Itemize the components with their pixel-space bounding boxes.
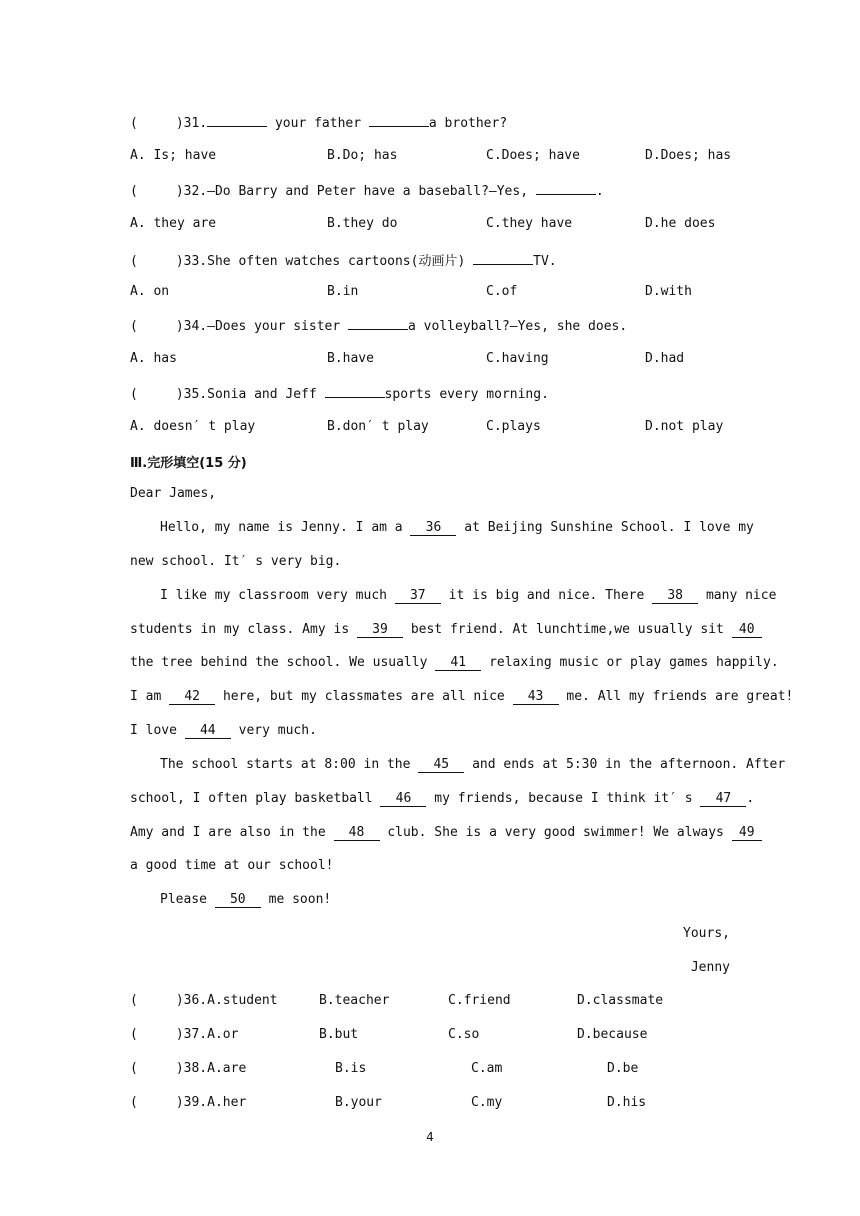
letter-line: Please 50 me soon!: [160, 892, 332, 907]
option-d: D.his: [607, 1095, 647, 1110]
option-c: C.of: [486, 284, 518, 299]
answer-blank: [536, 182, 596, 195]
answer-blank: [348, 317, 408, 330]
cloze-question-38: ( )38.A.are: [130, 1061, 247, 1076]
option-b: B.is: [335, 1061, 367, 1076]
section-title: Ⅲ.完形填空(15 分): [130, 456, 247, 471]
blank-37: 37: [395, 589, 441, 604]
blank-50: 50: [215, 893, 261, 908]
option-c: C.so: [448, 1027, 480, 1042]
question-35: ( )35.Sonia and Jeff sports every morning.: [130, 387, 549, 402]
blank-48: 48: [334, 826, 380, 841]
option-d: D.because: [577, 1027, 648, 1042]
option-c: C.they have: [486, 216, 573, 231]
option-b: B.your: [335, 1095, 382, 1110]
answer-blank: [207, 114, 267, 127]
option-c: C.friend: [448, 993, 511, 1008]
letter-line: a good time at our school!: [130, 858, 334, 873]
letter-greeting: Dear James,: [130, 486, 217, 501]
letter-line: The school starts at 8:00 in the 45 and ends at 5:30 in the afternoon. After: [160, 757, 786, 772]
blank-47: 47: [700, 792, 746, 807]
cloze-question-36: ( )36.A.student: [130, 993, 278, 1008]
letter-line: I love 44 very much.: [130, 723, 317, 738]
option-a: A. on: [130, 284, 170, 299]
option-a: A. Is; have: [130, 148, 217, 163]
blank-40: 40: [732, 623, 762, 638]
question-33: ( )33.She often watches cartoons(动画片) TV.: [130, 254, 557, 269]
question-34: ( )34.—Does your sister a volleyball?—Yes, she does.: [130, 319, 628, 334]
option-c: C.my: [471, 1095, 503, 1110]
letter-line: the tree behind the school. We usually 41 relaxing music or play games happily.: [130, 655, 779, 670]
question-32: ( )32.—Do Barry and Peter have a baseball?—Yes, .: [130, 184, 604, 199]
blank-46: 46: [380, 792, 426, 807]
option-b: B.in: [327, 284, 359, 299]
option-c: C.plays: [486, 419, 541, 434]
option-a: A. doesn′ t play: [130, 419, 256, 434]
option-d: D.classmate: [577, 993, 664, 1008]
option-b: B.but: [319, 1027, 359, 1042]
option-b: B.they do: [327, 216, 398, 231]
letter-line: I am 42 here, but my classmates are all nice 43 me. All my friends are great!: [130, 689, 794, 704]
option-a: A. they are: [130, 216, 217, 231]
blank-43: 43: [513, 690, 559, 705]
blank-49: 49: [732, 826, 762, 841]
option-d: D.not play: [645, 419, 724, 434]
answer-blank: [369, 114, 429, 127]
option-b: B.Do; has: [327, 148, 398, 163]
letter-line: I like my classroom very much 37 it is big and nice. There 38 many nice: [160, 588, 777, 603]
option-b: B.teacher: [319, 993, 390, 1008]
letter-line: Hello, my name is Jenny. I am a 36 at Beijing Sunshine School. I love my: [160, 520, 754, 535]
option-b: B.have: [327, 351, 374, 366]
option-d: D.with: [645, 284, 692, 299]
question-31: ( )31. your father a brother?: [130, 116, 508, 131]
blank-44: 44: [185, 724, 231, 739]
letter-line: school, I often play basketball 46 my friends, because I think it′ s 47 .: [130, 791, 755, 806]
option-c: C.Does; have: [486, 148, 580, 163]
letter-line: Amy and I are also in the 48 club. She is a very good swimmer! We always 49: [130, 825, 762, 841]
option-d: D.had: [645, 351, 685, 366]
option-d: D.he does: [645, 216, 716, 231]
answer-blank: [325, 385, 385, 398]
option-b: B.don′ t play: [327, 419, 429, 434]
option-a: A. has: [130, 351, 177, 366]
letter-signature: Jenny: [690, 960, 730, 975]
option-d: D.Does; has: [645, 148, 732, 163]
blank-39: 39: [357, 623, 403, 638]
option-c: C.am: [471, 1061, 503, 1076]
blank-36: 36: [410, 521, 456, 536]
blank-45: 45: [418, 758, 464, 773]
option-c: C.having: [486, 351, 549, 366]
blank-38: 38: [652, 589, 698, 604]
option-d: D.be: [607, 1061, 639, 1076]
cloze-question-39: ( )39.A.her: [130, 1095, 247, 1110]
page-number: 4: [426, 1130, 434, 1144]
letter-line: new school. It′ s very big.: [130, 554, 342, 569]
letter-line: students in my class. Amy is 39 best friend. At lunchtime,we usually sit 40: [130, 622, 762, 638]
cloze-question-37: ( )37.A.or: [130, 1027, 239, 1042]
letter-closing: Yours,: [683, 926, 730, 941]
blank-42: 42: [169, 690, 215, 705]
blank-41: 41: [435, 656, 481, 671]
answer-blank: [473, 252, 533, 265]
